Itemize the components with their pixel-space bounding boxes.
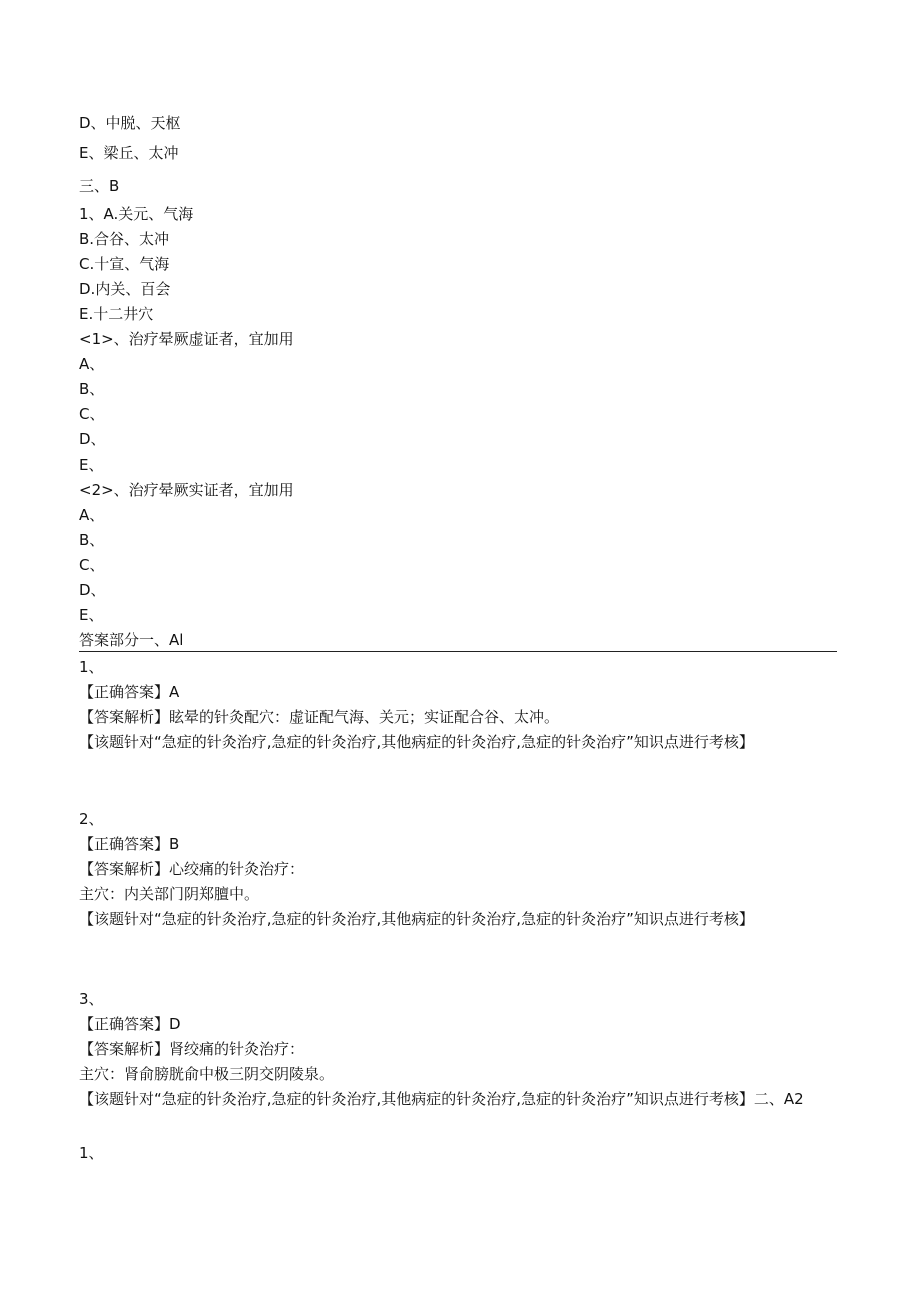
option-c-text: C.十宣、气海	[79, 255, 170, 273]
section-b-heading: 三、B	[79, 177, 120, 195]
option-e-text: E、梁丘、太冲	[79, 144, 179, 162]
answer-2-analysis: 【答案解析】心绞痛的针灸治疗：	[79, 860, 305, 878]
option-b-text: B.合谷、太冲	[79, 230, 170, 248]
answer-2-main-points: 主穴：内关部门阴郑膻中。	[79, 885, 260, 903]
answer-1-knowledge: 【该题针对“急症的针灸治疗,急症的针灸治疗,其他病症的针灸治疗,急症的针灸治疗”知识点进行考核】	[79, 733, 754, 751]
subquestion-1-choice-d: D、	[79, 430, 106, 448]
option-d-text: D、中脱、天枢	[79, 114, 181, 132]
subquestion-1-choice-b: B、	[79, 380, 105, 398]
option-e-text-b: E.十二井穴	[79, 305, 154, 323]
subquestion-2-choice-c: C、	[79, 556, 105, 574]
next-question-number: 1、	[79, 1144, 104, 1162]
subquestion-2-prompt: <2>、治疗晕厥实证者，宜加用	[79, 481, 294, 499]
answers-divider	[79, 651, 837, 652]
answer-3-analysis: 【答案解析】肾绞痛的针灸治疗：	[79, 1040, 305, 1058]
answer-3-number: 3、	[79, 990, 104, 1008]
answer-3-correct: 【正确答案】D	[79, 1015, 181, 1033]
subquestion-1-prompt: <1>、治疗晕厥虚证者，宜加用	[79, 330, 294, 348]
subquestion-2-choice-a: A、	[79, 506, 105, 524]
answer-2-correct: 【正确答案】B	[79, 835, 180, 853]
subquestion-2-choice-e: E、	[79, 606, 104, 624]
subquestion-1-choice-c: C、	[79, 405, 105, 423]
answer-2-number: 2、	[79, 810, 104, 828]
option-d-text-b: D.内关、百会	[79, 280, 171, 298]
answer-1-number: 1、	[79, 658, 104, 676]
answer-2-knowledge: 【该题针对“急症的针灸治疗,急症的针灸治疗,其他病症的针灸治疗,急症的针灸治疗”知识点进行考核】	[79, 910, 754, 928]
answer-1-correct: 【正确答案】A	[79, 683, 180, 701]
subquestion-1-choice-e: E、	[79, 456, 104, 474]
answer-3-main-points: 主穴：肾俞膀胱俞中极三阴交阴陵泉。	[79, 1065, 335, 1083]
answer-3-knowledge: 【该题针对“急症的针灸治疗,急症的针灸治疗,其他病症的针灸治疗,急症的针灸治疗”知识点进行考核】二、A2	[79, 1090, 804, 1108]
subquestion-2-choice-b: B、	[79, 531, 105, 549]
question-1-stem: 1、A.关元、气海	[79, 205, 194, 223]
answers-heading: 答案部分一、Al	[79, 631, 184, 649]
subquestion-2-choice-d: D、	[79, 581, 106, 599]
subquestion-1-choice-a: A、	[79, 355, 105, 373]
answer-1-analysis: 【答案解析】眩晕的针灸配穴：虚证配气海、关元；实证配合谷、太冲。	[79, 708, 560, 726]
